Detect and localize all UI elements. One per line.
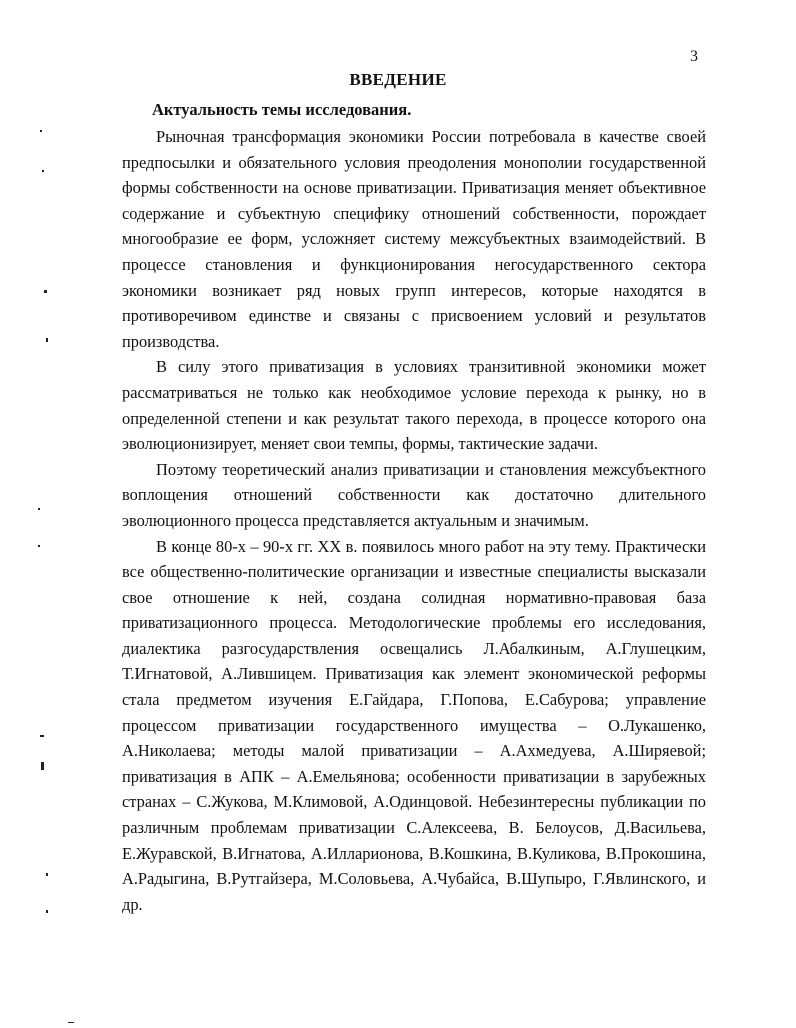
section-subtitle: Актуальность темы исследования. [152,100,412,119]
scan-artifact [46,338,48,342]
scan-artifact [46,910,48,913]
scan-artifact [44,290,47,293]
scan-artifact [46,873,48,876]
paragraph-2: В силу этого приватизация в условиях транзитивной экономики может рассматриваться не только как необходимое условие перехода к рынку, но в определенной степени и как результат такого перехода, в процессе которого она эволюционизирует, меняет свои темпы, формы, тактические задачи. [122,357,706,454]
page-title: ВВЕДЕНИЕ [349,70,447,89]
scan-artifact [40,130,42,132]
scan-artifact [68,1022,74,1023]
page-number: 3 [690,48,698,65]
scan-artifact [42,170,44,172]
scan-artifact [38,508,40,510]
paragraph-3: Поэтому теоретический анализ приватизации и становления межсубъектного воплощения отношений собственности как достаточно длительного эволюционного процесса представляется актуальным и значимым. [122,459,706,530]
scan-artifact [40,735,44,737]
paragraph-1: Рыночная трансформация экономики России потребовала в качестве своей предпосылки и обязательного условия преодоления монополии государственной формы собственности на основе приватизации. Приватизация меняет объективное содержание и субъектную специфику отношений собственности, порождает многообразие ее форм, усложняет систему межсубъектных взаимодействий. В процессе становления и функционирования негосударственного сектора экономики возникает ряд новых групп интересов, которые находятся в противоречивом единстве и связаны с присвоением условий и результатов производства. [122,127,706,351]
scan-artifact [41,762,44,770]
paragraph-4: В конце 80-х – 90-х гг. XX в. появилось много работ на эту тему. Практически все общественно-политические организации и известные специалисты высказали свое отношение к ней, создана солидная нормативно-правовая база приватизационного процесса. Методологические проблемы его исследования, диалектика разгосударствления освещались Л.Абалкиным, А.Глушецким, Т.Игнатовой, А.Лившицем. Приватизация как элемент экономической реформы стала предметом изучения Е.Гайдара, Г.Попова, Е.Сабурова; управление процессом приватизации государственного имущества – О.Лукашенко, А.Николаева; методы малой приватизации – А.Ахмедуева, А.Ширяевой; приватизация в АПК – А.Емельянова; особенности приватизации в зарубежных странах – С.Жукова, М.Климовой, А.Одинцовой. Небезинтересны публикации по различным проблемам приватизации С.Алексеева, В. Белоусов, Д.Васильева, Е.Журавской, В.Игнатова, А.Илларионова, В.Кошкина, В.Куликова, В.Прокошина, А.Радыгина, В.Рутгайзера, М.Соловьева, А.Чубайса, В.Шупыро, Г.Явлинского, и др. [122,536,706,914]
scan-artifact [38,545,40,547]
body-text [122,124,706,917]
